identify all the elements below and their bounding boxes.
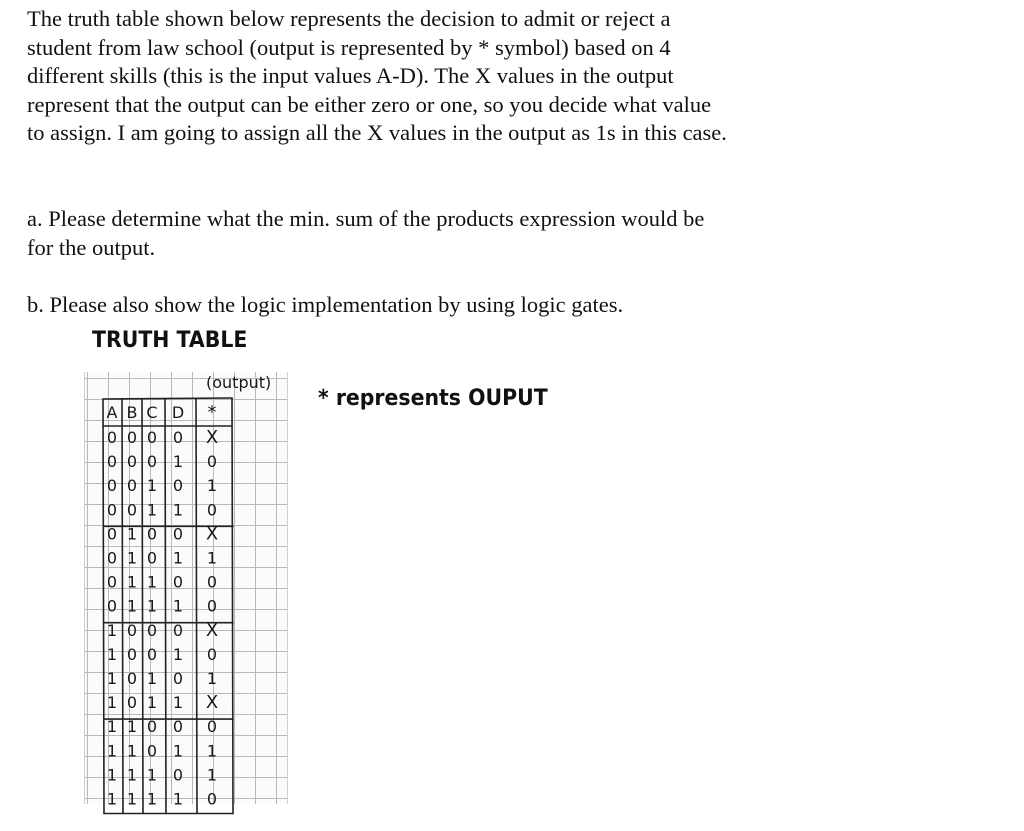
input-cell: 1 — [126, 717, 138, 737]
column-separator — [122, 399, 123, 814]
output-cell: 0 — [206, 644, 218, 664]
truth-table-title: TRUTH TABLE — [92, 328, 248, 353]
input-cell: 0 — [126, 644, 138, 664]
input-cell: 1 — [172, 693, 184, 713]
input-cell: 1 — [146, 669, 158, 688]
input-cell: 1 — [146, 476, 158, 496]
column-separator — [142, 399, 143, 814]
input-cell: 0 — [172, 620, 184, 640]
input-cell: 1 — [106, 789, 118, 809]
input-cell: 1 — [172, 500, 184, 520]
input-cell: 0 — [146, 620, 158, 640]
input-cell: 1 — [146, 572, 158, 592]
input-cell: 0 — [106, 572, 118, 592]
output-cell: 0 — [206, 717, 218, 737]
output-cell: 0 — [206, 789, 218, 809]
table-right-border — [232, 398, 233, 814]
input-cell: 0 — [172, 524, 184, 544]
output-cell: 1 — [206, 548, 218, 568]
input-cell: 1 — [126, 741, 138, 761]
input-cell: 1 — [172, 596, 184, 616]
output-cell: 0 — [206, 596, 218, 616]
input-cell: 0 — [146, 717, 158, 737]
input-cell: 1 — [146, 765, 158, 785]
input-cell: 0 — [106, 452, 118, 472]
input-cell: 0 — [106, 524, 118, 544]
input-cell: 1 — [172, 789, 184, 809]
header-cell: A — [106, 403, 118, 422]
input-cell: 0 — [146, 644, 158, 664]
question-b: b. Please also show the logic implementation by using logic gates. — [27, 292, 624, 317]
input-cell: 0 — [172, 765, 184, 785]
input-cell: 0 — [126, 669, 138, 688]
input-cell: 1 — [126, 548, 138, 568]
input-cell: 1 — [172, 644, 184, 664]
input-cell: 1 — [146, 500, 158, 520]
output-cell: 1 — [206, 669, 218, 688]
output-cell: X — [205, 692, 219, 714]
input-cell: 0 — [106, 428, 118, 447]
input-cell: 0 — [106, 548, 118, 568]
input-cell: 0 — [172, 476, 184, 496]
output-annotation: (output) — [206, 373, 272, 392]
input-cell: 1 — [106, 669, 118, 688]
input-cell: 0 — [106, 596, 118, 616]
input-cell: 1 — [126, 596, 138, 616]
column-separator — [196, 399, 197, 814]
output-cell: 1 — [206, 476, 218, 496]
question-a: a. Please determine what the min. sum of the products expression would be for the output. — [27, 206, 705, 260]
input-cell: 0 — [146, 741, 158, 761]
input-cell: 1 — [106, 717, 118, 737]
input-cell: 1 — [172, 548, 184, 568]
input-cell: 0 — [172, 669, 184, 688]
input-cell: 0 — [146, 548, 158, 568]
input-cell: 1 — [146, 693, 158, 713]
output-cell: X — [205, 619, 219, 641]
input-cell: 1 — [106, 693, 118, 713]
input-cell: 0 — [126, 620, 138, 640]
input-cell: 1 — [106, 644, 118, 664]
input-cell: 0 — [146, 452, 158, 472]
input-cell: 0 — [146, 428, 158, 447]
input-cell: 0 — [126, 428, 138, 447]
input-cell: 1 — [172, 741, 184, 761]
input-cell: 1 — [126, 572, 138, 592]
column-separator — [165, 399, 166, 814]
input-cell: 1 — [106, 620, 118, 640]
output-cell: 0 — [206, 572, 218, 592]
input-cell: 1 — [106, 765, 118, 785]
input-cell: 1 — [126, 524, 138, 544]
input-cell: 1 — [146, 789, 158, 809]
input-cell: 0 — [172, 717, 184, 737]
header-cell: B — [126, 403, 138, 422]
input-cell: 0 — [106, 476, 118, 496]
input-cell: 1 — [106, 741, 118, 761]
output-cell: 1 — [206, 741, 218, 761]
problem-statement: The truth table shown below represents the decision to admit or reject a student from law school (output is represented by * symbol) based on 4 different skills (this is the input values A-D). The X values in the output represent that the output can be either zero or one, so you decide what value to assign. I am going to assign all the X values in the output as 1s in this case. — [27, 6, 727, 145]
input-cell: 0 — [126, 500, 138, 520]
output-cell: X — [205, 427, 219, 448]
input-cell: 1 — [172, 452, 184, 472]
input-cell: 0 — [172, 428, 184, 447]
input-cell: 1 — [146, 596, 158, 616]
output-cell: 1 — [206, 765, 218, 785]
input-cell: 0 — [126, 476, 138, 496]
input-cell: 0 — [126, 693, 138, 713]
input-cell: 0 — [126, 452, 138, 472]
header-cell: C — [146, 403, 158, 422]
input-cell: 0 — [172, 572, 184, 592]
input-cell: 1 — [126, 789, 138, 809]
output-cell: 0 — [206, 452, 218, 472]
header-cell: D — [171, 403, 185, 422]
input-cell: 0 — [146, 524, 158, 544]
output-cell: 0 — [206, 500, 218, 520]
table-left-border — [103, 399, 104, 814]
output-cell: X — [205, 523, 219, 545]
output-note: * represents OUPUT — [318, 386, 548, 411]
input-cell: 1 — [126, 765, 138, 785]
input-cell: 0 — [106, 500, 118, 520]
header-cell: * — [207, 402, 217, 423]
